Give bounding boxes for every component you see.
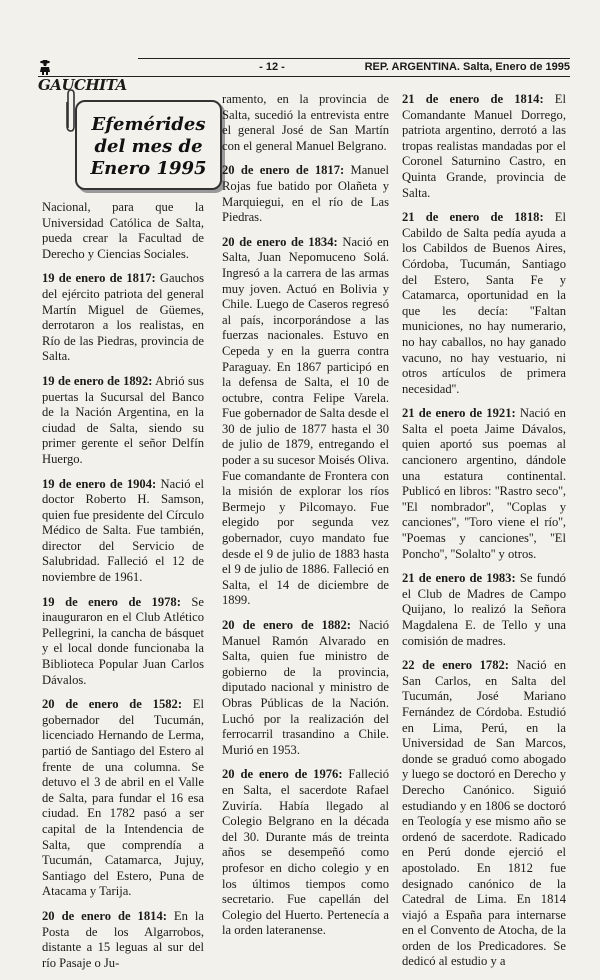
entry — [402, 210, 566, 397]
middle-continuation: ramento, en la provincia de Salta, sucedió la entrevista entre el general José de San Martín con el general Manuel Belgrano. — [222, 92, 389, 153]
title-text — [77, 114, 220, 180]
entry-text: Nació el doctor Roberto H. Samson, quien fue presidente del Círculo Médico de Salta. Fue también, director del Servicio de Salubridad. Falleció el 12 de noviembre de 1961. — [42, 476, 204, 585]
paperclip-icon — [64, 88, 78, 134]
entry-text: Manuel Rojas fue batido por Olañeta y Marquiegui, en el río de Las Piedras. — [222, 163, 389, 225]
entry-text: El Cabildo de Salta pedía ayuda a los Cabildos de Buenos Aires, Córdoba, Tucumán, Santiago del Estero, Santa Fe y Catamarca, oportunidad en la que les decía: ''Faltan municiones, no hay numerario, no hay caballos, no hay ganado vacuno, no hay vestuario, ni otros artículos de primera necesidad''. — [402, 210, 566, 396]
entry — [42, 271, 204, 365]
entry — [402, 658, 566, 970]
entry-date: 20 de enero de 1882: — [222, 618, 351, 632]
title-box — [75, 100, 222, 190]
entry — [402, 92, 566, 201]
entry-date: 19 de enero de 1892: — [42, 373, 153, 388]
entry-text: Abrió sus puertas la Sucursal del Banco de la Nación Argentina, en la ciudad de Salta, siendo su primer gerente el señor Delfín Huergo. — [42, 373, 204, 466]
entry-text: Se fundó el Club de Madres de Campo Quijano, lo realizó la Señora Magdalena E. de Tello y una comisión de madres. — [402, 571, 566, 648]
title-line-3: Enero 1995 — [90, 158, 207, 179]
entry-text: Nació en San Carlos, en Salta del Tucumán, José Mariano Fernández de Córdoba. Estudió en Lima, Perú, en la Universidad de San Marcos, donde se graduó como abogado y luego se doctoró en Derecho y Derecho Canónico. Siguió estudiando y en 1806 se doctoró en Teología y ese mismo año se ordenó de sacerdote. Radicado en Perú donde ejerció el apostolado. En 1812 fue designado canónico de la Catedral de Lima. En 1814 viajó a España para internarse en el Convento de Atocha, de la orden de los Predicadores. Se dedicó al estudio y a — [402, 658, 566, 969]
entry-date: 21 de enero de 1818: — [402, 210, 544, 225]
entry-date: 21 de enero de 1921: — [402, 406, 516, 421]
entry — [222, 767, 389, 939]
entry — [402, 406, 566, 562]
entry-text: Nació en Salta, Juan Nepomuceno Solá. Ingresó a la carrera de las armas muy joven. Actuó en Bolivia y Chile. Luego de Caseros regresó al país, incorporándose a las fuerzas nacionales. Estuvo en Cepeda y en la guerra contra Paraguay. En 1867 participó en la defensa de Salta, el 10 de octubre, contra Felipe Varela. Fue gobernador de Salta desde el 30 de julio de 1877 hasta el 30 de julio de 1879, entregando el poder a su sucesor Moisés Oliva. Fue comandante de Frontera con la misión de explorar los ríos Bermejo y Pilcomayo. Fue elegido por segunda vez gobernador, cuyo mandato fue desde el 9 de julio de 1883 hasta el 9 de julio de 1886. Falleció en Salta, el 14 de diciembre de 1899. — [222, 234, 389, 608]
entry-date: 19 de enero de 1904: — [42, 476, 157, 491]
title-line-1: Efemérides — [91, 114, 206, 135]
entry-date: 19 de enero de 1817: — [42, 271, 156, 286]
page-header — [38, 54, 570, 94]
entry-text: El Comandante Manuel Dorrego, patriota argentino, derrotó a las tropas realistas mandadas por el Coronel Saturnino Castro, en Quinta Grande, provincia de Salta. — [402, 92, 566, 200]
entry — [42, 595, 204, 689]
page-number: - 12 - — [259, 61, 285, 73]
entry — [42, 697, 204, 900]
gaucho-figure-icon — [38, 59, 52, 75]
entry-date: 20 de enero de 1582: — [42, 697, 183, 712]
publication-info: REP. ARGENTINA. Salta, Enero de 1995 — [364, 61, 570, 73]
logo-text: GAUCHITA — [38, 76, 127, 94]
entry-text: Nació Manuel Ramón Alvarado en Salta, quien fue ministro de gobierno de la provincia, diputado nacional y ministro de Obras Públicas de la Nación. Luchó por la realización del ferrocarril trasandino a Chile. Murió en 1953. — [222, 618, 389, 757]
entry-text: Nació en Salta el poeta Jaime Dávalos, quien aportó sus poemas al cancionero argentino, dándole una estatura continental. Publicó en libros: ''Rastro seco'', ''El nombrador'', ''Coplas y canciones'', ''Toro viene el río'', ''Poemas y canciones'', ''El Poncho'', ''Solalto'' y otros. — [402, 406, 566, 561]
entry-date: 22 de enero 1782: — [402, 658, 509, 673]
entry-text: Falleció en Salta, el sacerdote Rafael Zuviría. Había llegado al Colegio Belgrano en la década del 30. Durante más de treinta años se desempeñó como profesor en dicho colegio y en los últimos tiempos como secretario. Fue capellán del Colegio del Huerto. Pertenecía a la orden lateranense. — [222, 767, 389, 938]
entry-text: Se inauguraron en el Club Atlético Pellegrini, la cancha de básquet y el local donde funcionaba la Biblioteca Popular Juan Carlos Dávalos. — [42, 594, 204, 687]
entry-date: 21 de enero de 1814: — [402, 92, 544, 106]
entry-date: 19 de enero de 1978: — [42, 594, 181, 609]
left-column — [42, 200, 204, 980]
entry — [222, 235, 389, 609]
publication-logo — [38, 58, 138, 94]
entry-date: 21 de enero de 1983: — [402, 571, 516, 586]
entry-text: En la Posta de los Algarrobos, distante a 15 leguas al sur del río Pasaje o Ju- — [42, 908, 204, 970]
entry — [42, 374, 204, 468]
entry-date: 20 de enero de 1817: — [222, 163, 345, 178]
entry — [42, 909, 204, 971]
entry-date: 20 de enero de 1834: — [222, 234, 338, 249]
entry — [42, 477, 204, 586]
right-column — [402, 92, 566, 979]
entry-date: 20 de enero de 1976: — [222, 767, 343, 782]
entry-text: Gauchos del ejército patriota del general Martín Miguel de Güemes, derrotaron a los realistas, en Río de las Piedras, provincia de Salta. — [42, 271, 204, 364]
entry — [222, 618, 389, 758]
title-line-2: del mes de — [94, 136, 203, 157]
entry-text: El gobernador del Tucumán, licenciado Hernando de Lerma, partió de Santiago del Estero al frente de una columna. Se detuvo el 3 de abril en el Valle de Salta, para fundar el 16 esa ciudad. En 1782 pasó a ser capital de la Intendencia de Salta, que comprendía a Tucumán, Catamarca, Jujuy, Santiago del Estero, Puna de Atacama y Tarija. — [42, 697, 204, 899]
left-intro: Nacional, para que la Universidad Católica de Salta, pueda crear la Facultad de Derecho y Ciencias Sociales. — [42, 200, 204, 261]
entry-date: 20 de enero de 1814: — [42, 908, 167, 923]
entry — [222, 163, 389, 225]
middle-column — [222, 92, 389, 948]
entry — [402, 571, 566, 649]
